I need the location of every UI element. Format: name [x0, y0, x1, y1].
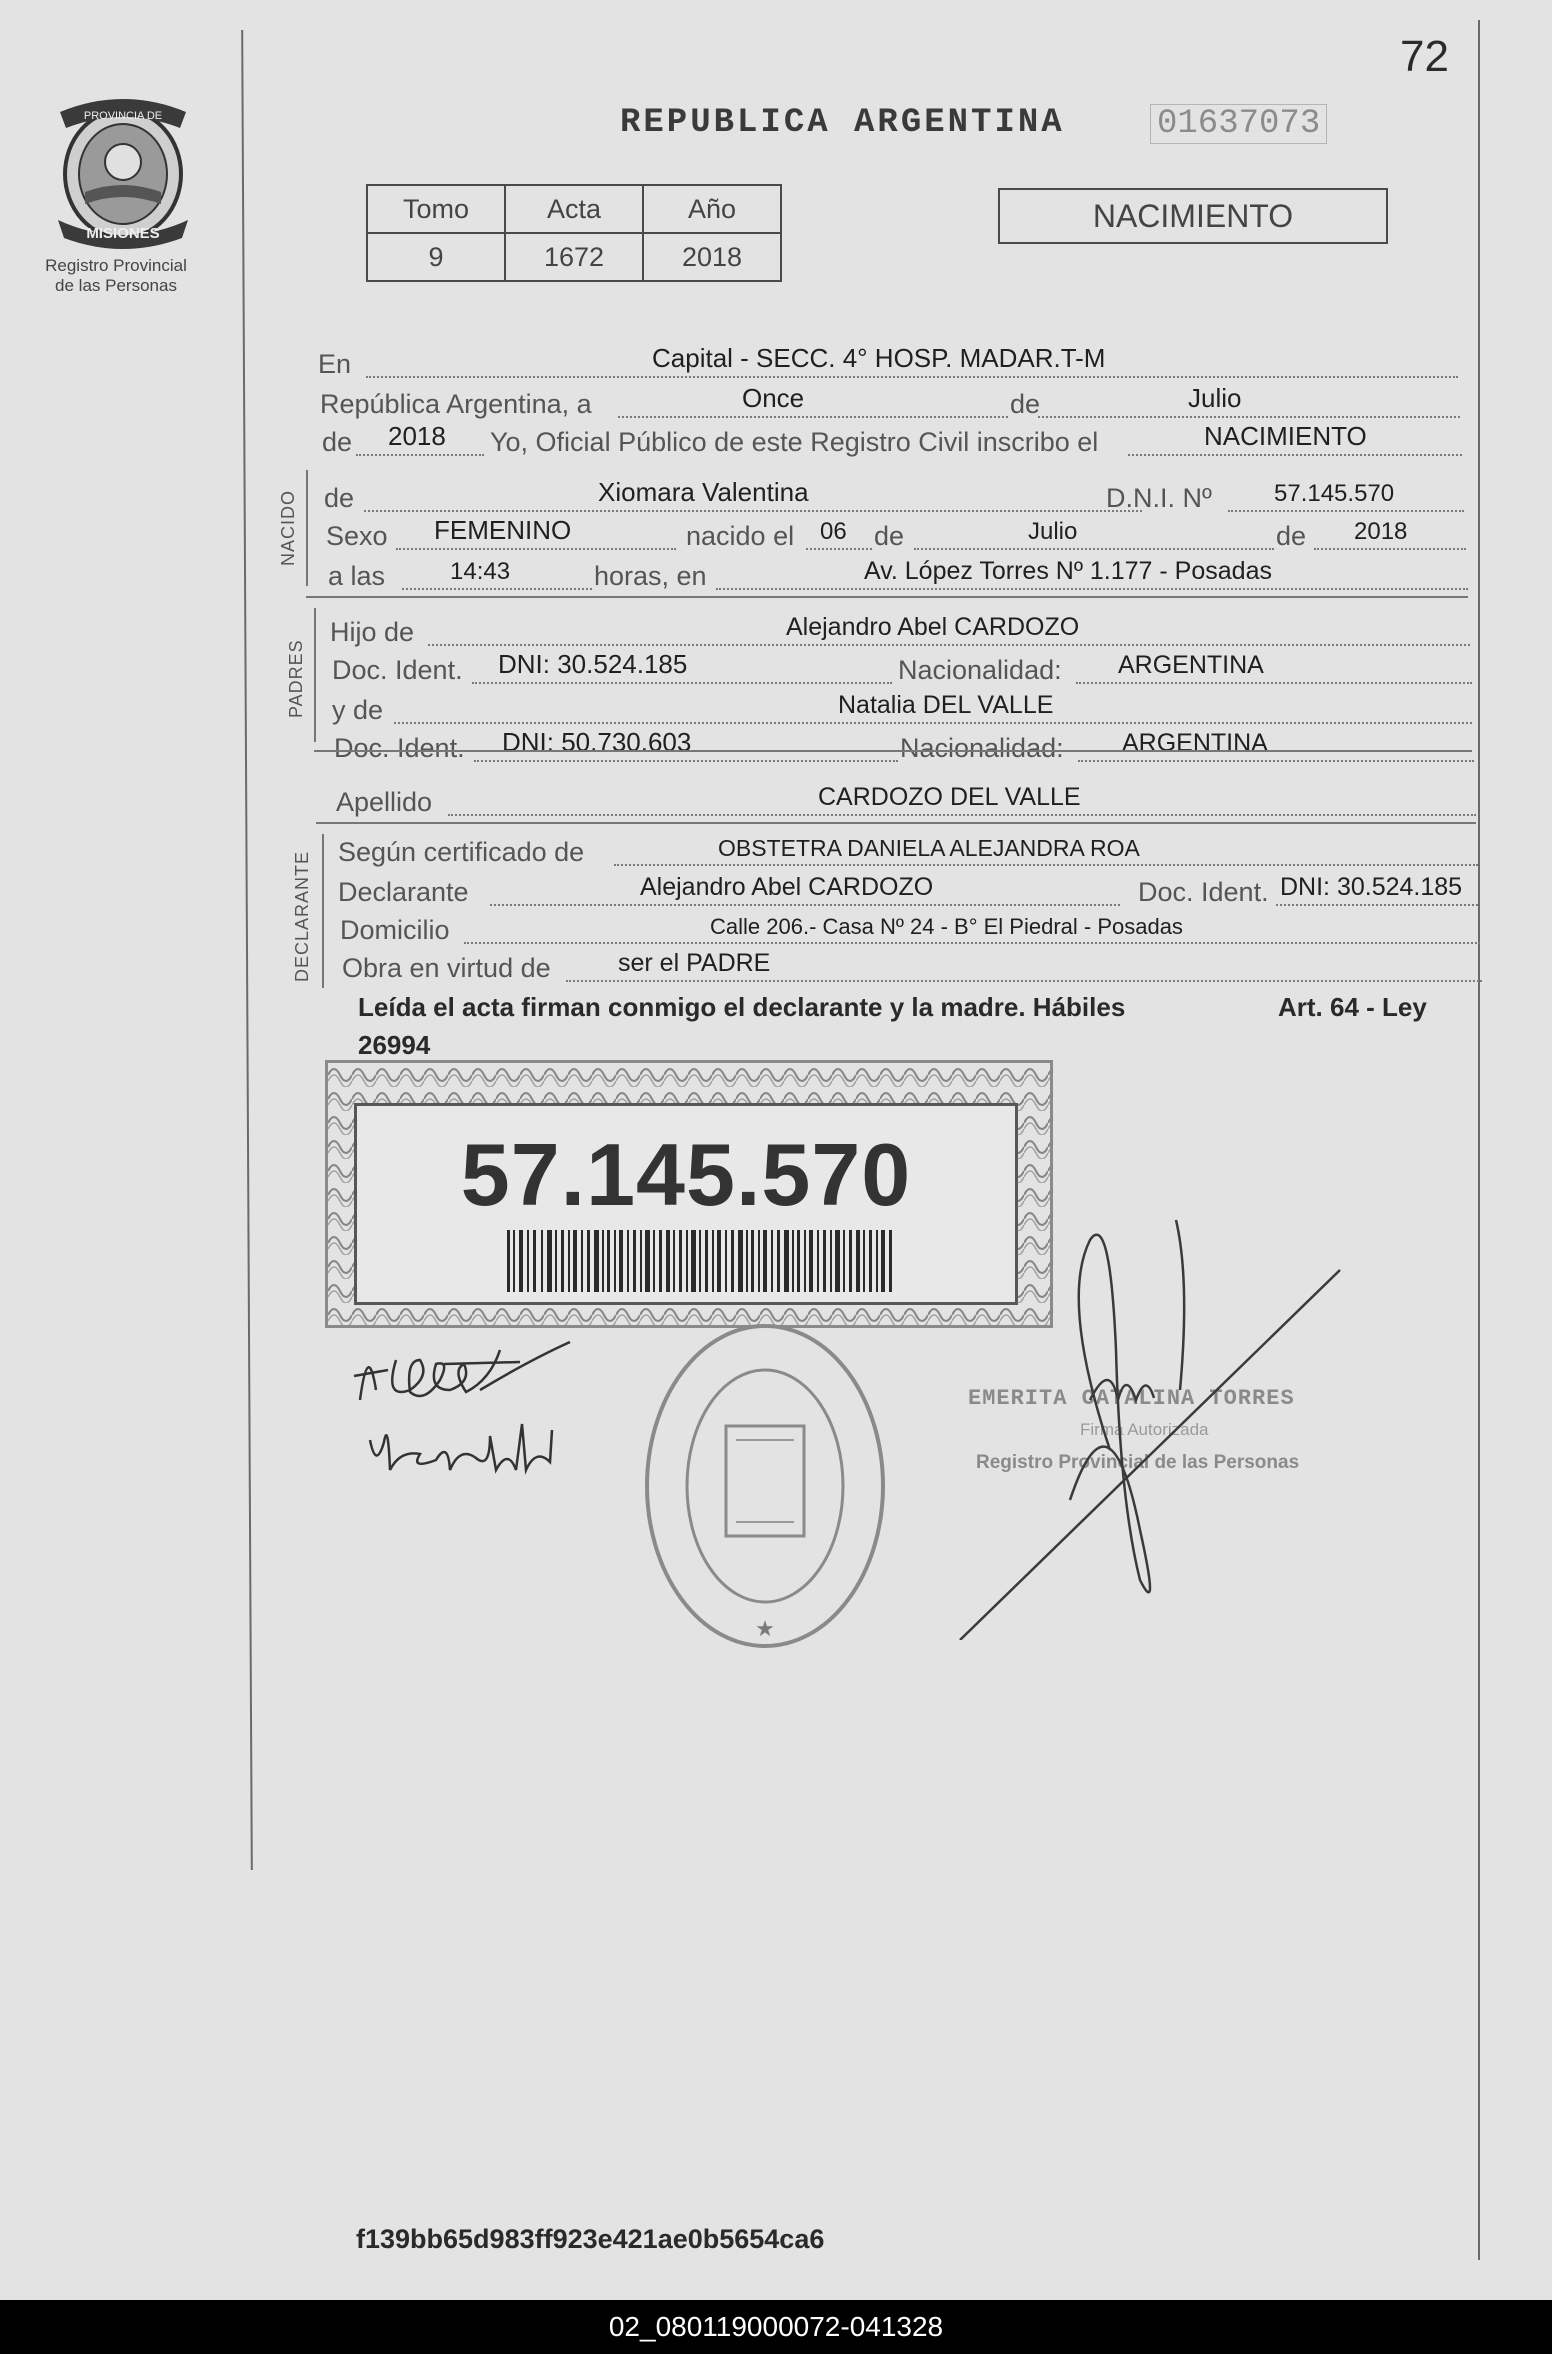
value-declarante-name: Alejandro Abel CARDOZO — [640, 873, 934, 901]
value-child-dni: 57.145.570 — [1274, 480, 1395, 507]
label-mother-doc: Doc. Ident. — [334, 733, 465, 763]
right-margin-line — [1478, 20, 1480, 2260]
label-sexo: Sexo — [326, 521, 388, 551]
row-inscribo — [322, 420, 1462, 460]
row-domicilio — [340, 908, 1480, 948]
record-type-box: NACIMIENTO — [998, 188, 1388, 244]
label-republica: República Argentina, a — [320, 389, 592, 419]
registry-line-2: de las Personas — [55, 276, 177, 295]
closing-article: Art. 64 - Ley — [1278, 992, 1427, 1022]
value-birth-place: Av. López Torres Nº 1.177 - Posadas — [864, 557, 1272, 585]
closing-statement — [358, 988, 1458, 1064]
province-coat-of-arms-icon — [52, 92, 194, 252]
row-obra — [342, 946, 1482, 986]
row-y-de — [332, 688, 1472, 728]
value-domicilio: Calle 206.- Casa Nº 24 - B° El Piedral - Posadas — [710, 914, 1183, 939]
value-certificado: OBSTETRA DANIELA ALEJANDRA ROA — [718, 835, 1140, 861]
logo-ribbon-bottom: MISIONES — [86, 225, 160, 242]
value-apellido: CARDOZO DEL VALLE — [818, 783, 1081, 811]
page-number: 72 — [1400, 32, 1449, 81]
row-hijo-de — [330, 610, 1470, 650]
registry-line-1: Registro Provincial — [45, 256, 187, 275]
section-label-padres: PADRES — [286, 639, 306, 718]
table-value-acta: 1672 — [505, 233, 643, 281]
label-obra: Obra en virtud de — [342, 953, 551, 983]
row-nacido-sexo — [326, 514, 1466, 554]
label-dni: D.N.I. Nº — [1106, 483, 1212, 513]
label-nacido-el: nacido el — [686, 521, 795, 551]
label-y-de: y de — [332, 695, 384, 725]
registry-name — [36, 256, 196, 296]
label-segun: Según certificado de — [338, 837, 585, 867]
row-segun — [338, 830, 1478, 870]
row-nacido-hora — [328, 554, 1468, 594]
value-year: 2018 — [388, 421, 446, 451]
label-a-las: a las — [328, 561, 386, 591]
row-apellido — [336, 780, 1476, 820]
value-en: Capital - SECC. 4° HOSP. MADAR.T-M — [652, 343, 1106, 373]
value-month: Julio — [1188, 383, 1242, 413]
value-obra: ser el PADRE — [618, 949, 771, 977]
value-mother-nationality: ARGENTINA — [1122, 729, 1268, 757]
section-label-nacido: NACIDO — [278, 489, 298, 566]
value-father-doc: DNI: 30.524.185 — [498, 649, 688, 679]
label-domicilio: Domicilio — [340, 915, 450, 945]
label-de-year: de — [322, 427, 353, 457]
label-mother-nationality: Nacionalidad: — [900, 733, 1064, 763]
closing-law: 26994 — [358, 1030, 431, 1060]
label-de-month: de — [1010, 389, 1041, 419]
value-sexo: FEMENINO — [434, 515, 572, 545]
section-label-declarante: DECLARANTE — [292, 850, 312, 982]
value-day-word: Once — [742, 383, 805, 413]
value-birth-year: 2018 — [1354, 518, 1408, 545]
table-value-ano: 2018 — [643, 233, 781, 281]
value-inscribo: NACIMIENTO — [1204, 421, 1367, 451]
row-en — [318, 342, 1458, 382]
value-mother-name: Natalia DEL VALLE — [838, 691, 1054, 719]
barcode-icon — [507, 1230, 897, 1292]
official-registry: Registro Provincial de las Personas — [976, 1452, 1300, 1473]
value-child-name: Xiomara Valentina — [598, 477, 809, 507]
value-time: 14:43 — [450, 558, 511, 585]
row-mother-doc — [334, 726, 1474, 766]
official-role: Firma Autorizada — [1080, 1420, 1209, 1439]
label-horas: horas, en — [594, 561, 707, 591]
label-de-birth-month: de — [874, 521, 905, 551]
serial-number: 01637073 — [1150, 104, 1327, 144]
label-en: En — [318, 349, 352, 379]
dni-label-inner — [354, 1103, 1018, 1305]
label-nacido-de: de — [324, 483, 355, 513]
document-title: REPUBLICA ARGENTINA — [620, 104, 1065, 142]
value-father-name: Alejandro Abel CARDOZO — [786, 613, 1080, 641]
value-mother-doc: DNI: 50.730.603 — [502, 727, 692, 757]
table-header-ano: Año — [643, 185, 781, 233]
row-father-doc — [332, 648, 1472, 688]
table-value-tomo: 9 — [367, 233, 505, 281]
value-declarante-doc: DNI: 30.524.185 — [1280, 873, 1463, 901]
footer-id: 02_080119000072-041328 — [0, 2300, 1552, 2354]
label-father-nationality: Nacionalidad: — [898, 655, 1062, 685]
table-header-tomo: Tomo — [367, 185, 505, 233]
official-name: EMERITA CATALINA TORRES — [968, 1386, 1295, 1411]
registry-seal-icon — [640, 1316, 890, 1656]
dni-label-number: 57.145.570 — [460, 1125, 912, 1224]
label-declarante-doc: Doc. Ident. — [1138, 877, 1269, 907]
value-father-nationality: ARGENTINA — [1118, 651, 1264, 679]
document-hash: f139bb65d983ff923e421ae0b5654ca6 — [356, 2224, 825, 2254]
row-republica — [320, 382, 1460, 422]
label-de-birth-year: de — [1276, 521, 1307, 551]
row-declarante — [338, 870, 1478, 910]
svg-text:★: ★ — [755, 1616, 775, 1641]
record-table — [366, 184, 782, 282]
declarant-signature-icon — [340, 1320, 590, 1500]
logo-ribbon-top: PROVINCIA DE — [83, 110, 163, 122]
label-apellido: Apellido — [336, 787, 433, 817]
value-birth-month: Julio — [1028, 518, 1078, 545]
value-birth-day: 06 — [820, 518, 847, 545]
row-nacido-name — [324, 476, 1464, 516]
left-margin-line — [241, 30, 253, 1870]
label-inscribo: Yo, Oficial Público de este Registro Civil inscribo el — [490, 427, 1099, 457]
label-hijo-de: Hijo de — [330, 617, 415, 647]
closing-text: Leída el acta firman conmigo el declarante y la madre. Hábiles — [358, 992, 1126, 1022]
label-declarante: Declarante — [338, 877, 469, 907]
official-signature-icon — [940, 1200, 1360, 1640]
label-father-doc: Doc. Ident. — [332, 655, 463, 685]
table-header-acta: Acta — [505, 185, 643, 233]
